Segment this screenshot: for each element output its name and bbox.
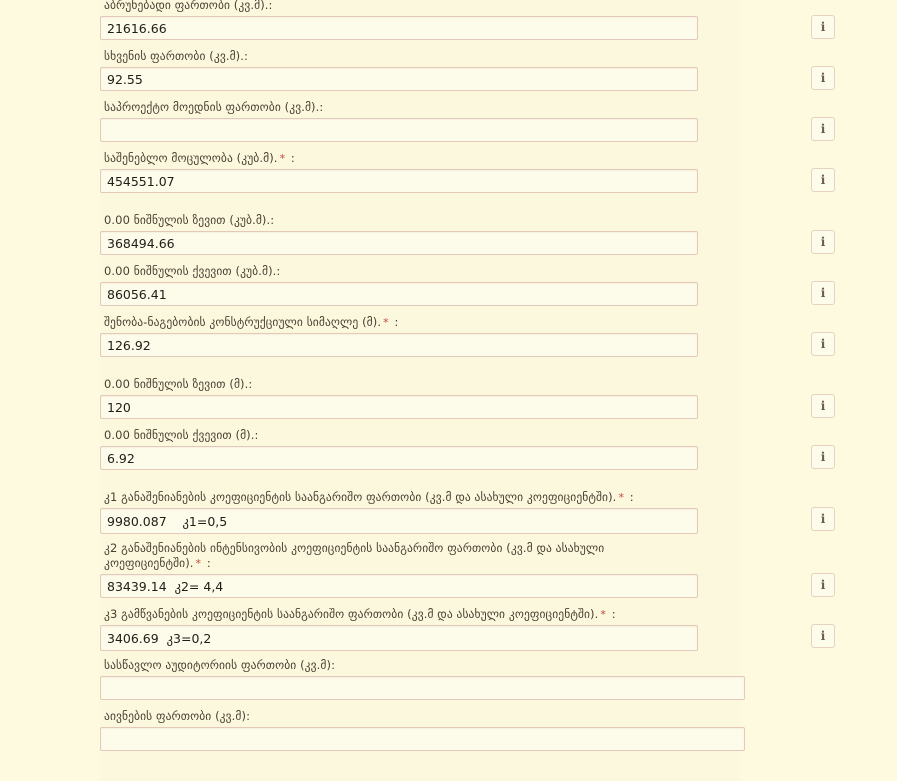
- label-text: საპროექტო მოედნის ფართობი (კვ.მ).:: [104, 100, 324, 114]
- info-button-total-area[interactable]: [811, 15, 835, 39]
- row-spacer: [100, 753, 740, 756]
- input-wrap-k1-coefficient-area: [100, 508, 826, 534]
- info-button-k3-coefficient-area[interactable]: [811, 624, 835, 648]
- field-label-auditorium-area: [100, 654, 664, 676]
- field-row-attic-area: [100, 45, 826, 96]
- input-wrap-height-below-zero: [100, 446, 826, 472]
- input-wrap-attic-area: [100, 67, 826, 93]
- input-wrap-construction-height: [100, 333, 826, 359]
- required-marker: *: [279, 152, 286, 165]
- label-text: კ1 განაშენიანების კოეფიციენტის საანგარიშო ფართობი (კვ.მ და ასახული კოეფიციენტში).: [104, 490, 617, 504]
- info-icon: i: [820, 399, 826, 413]
- required-marker: *: [618, 491, 625, 504]
- info-button-total-building-volume[interactable]: [811, 168, 835, 192]
- field-row-k2-coefficient-area: [100, 537, 826, 603]
- info-icon: i: [820, 20, 826, 34]
- input-wrap-support-surface-area: [100, 118, 826, 144]
- info-icon: i: [820, 337, 826, 351]
- row-spacer: [100, 195, 740, 209]
- input-height-above-zero[interactable]: [100, 395, 698, 419]
- label-text: აბრუნებადი ფართობი (კვ.მ).:: [104, 0, 273, 12]
- field-label-construction-height: [100, 311, 664, 333]
- input-attic-area[interactable]: [100, 67, 698, 91]
- input-height-below-zero[interactable]: [100, 446, 698, 470]
- label-text: კ3 გამწვანების კოეფიციენტის საანგარიშო ფართობი (კვ.მ და ასახული კოეფიციენტში).: [104, 607, 599, 621]
- field-label-k3-coefficient-area: [100, 603, 664, 625]
- info-icon: i: [820, 512, 826, 526]
- label-colon: :: [287, 151, 295, 165]
- row-spacer: [100, 472, 740, 486]
- field-row-height-above-zero: [100, 373, 826, 424]
- info-button-k2-coefficient-area[interactable]: [811, 573, 835, 597]
- label-colon: :: [203, 556, 211, 570]
- field-label-balcony-area: [100, 705, 664, 727]
- input-wrap-volume-above-zero: [100, 231, 826, 257]
- label-text: აივნების ფართობი (კვ.მ):: [104, 709, 251, 723]
- label-text: საშენებლო მოცულობა (კუბ.მ).: [104, 151, 278, 165]
- input-total-area[interactable]: [100, 16, 698, 40]
- input-k2-coefficient-area[interactable]: [100, 574, 698, 598]
- input-wrap-auditorium-area: [100, 676, 740, 702]
- required-marker: *: [195, 557, 202, 570]
- field-label-k1-coefficient-area: [100, 486, 664, 508]
- input-wrap-k2-coefficient-area: [100, 574, 826, 600]
- form-column: [100, 0, 826, 781]
- field-row-k3-coefficient-area: [100, 603, 826, 654]
- field-row-volume-below-zero: [100, 260, 826, 311]
- input-wrap-height-above-zero: [100, 395, 826, 421]
- info-icon: i: [820, 629, 826, 643]
- input-k3-coefficient-area[interactable]: [100, 625, 698, 651]
- info-icon: i: [820, 235, 826, 249]
- field-row-support-surface-area: [100, 96, 826, 147]
- row-spacer: [100, 359, 740, 373]
- info-icon: i: [820, 578, 826, 592]
- input-wrap-total-building-volume: [100, 169, 826, 195]
- input-auditorium-area[interactable]: [100, 676, 745, 700]
- label-text: 0.00 ნიშნულის ზევით (კუბ.მ).:: [104, 213, 275, 227]
- info-icon: i: [820, 286, 826, 300]
- label-colon: :: [626, 490, 634, 504]
- label-text: 0.00 ნიშნულის ქვევით (კუბ.მ).:: [104, 264, 281, 278]
- field-row-volume-above-zero: [100, 209, 826, 260]
- required-marker: *: [383, 316, 389, 329]
- info-button-height-below-zero[interactable]: [811, 445, 835, 469]
- info-icon: i: [820, 122, 826, 136]
- form-field-list: [100, 0, 826, 756]
- label-text: სასწავლო აუდიტორიის ფართობი (კვ.მ):: [104, 658, 336, 672]
- label-text: 0.00 ნიშნულის ქვევით (მ).:: [104, 428, 259, 442]
- field-label-volume-above-zero: [100, 209, 664, 231]
- field-row-height-below-zero: [100, 424, 826, 486]
- field-row-total-building-volume: [100, 147, 826, 209]
- field-label-support-surface-area: [100, 96, 664, 118]
- input-volume-below-zero[interactable]: [100, 282, 698, 306]
- field-row-k1-coefficient-area: [100, 486, 826, 537]
- input-k1-coefficient-area[interactable]: [100, 508, 698, 534]
- input-volume-above-zero[interactable]: [100, 231, 698, 255]
- info-button-support-surface-area[interactable]: [811, 117, 835, 141]
- label-colon: :: [608, 607, 616, 621]
- info-button-height-above-zero[interactable]: [811, 394, 835, 418]
- field-row-auditorium-area: [100, 654, 740, 705]
- info-icon: i: [820, 450, 826, 464]
- field-label-volume-below-zero: [100, 260, 664, 282]
- label-text: 0.00 ნიშნულის ზევით (მ).:: [104, 377, 253, 391]
- input-wrap-k3-coefficient-area: [100, 625, 826, 651]
- info-icon: i: [820, 71, 826, 85]
- field-label-height-below-zero: [100, 424, 664, 446]
- required-marker: *: [600, 608, 607, 621]
- info-button-volume-below-zero[interactable]: [811, 281, 835, 305]
- info-button-construction-height[interactable]: [811, 332, 835, 356]
- label-text: სხვენის ფართობი (კვ.მ).:: [104, 49, 248, 63]
- label-colon: :: [390, 315, 399, 329]
- input-total-building-volume[interactable]: [100, 169, 698, 193]
- info-icon: i: [820, 173, 826, 187]
- input-balcony-area[interactable]: [100, 727, 745, 751]
- field-label-k2-coefficient-area: [100, 537, 664, 574]
- label-text: შენობა-ნაგებობის კონსტრუქციული სიმაღლე (მ).: [104, 315, 382, 329]
- field-row-balcony-area: [100, 705, 740, 756]
- label-text: კ2 განაშენიანების ინტენსივობის კოეფიციენტის საანგარიშო ფართობი (კვ.მ და ასახული კოეფიციენტში).: [104, 541, 605, 570]
- input-wrap-volume-below-zero: [100, 282, 826, 308]
- field-label-total-building-volume: [100, 147, 664, 169]
- info-button-volume-above-zero[interactable]: [811, 230, 835, 254]
- info-button-attic-area[interactable]: [811, 66, 835, 90]
- field-label-attic-area: [100, 45, 664, 67]
- input-support-surface-area[interactable]: [100, 118, 698, 142]
- field-row-construction-height: [100, 311, 826, 373]
- info-button-k1-coefficient-area[interactable]: [811, 507, 835, 531]
- field-label-total-area: [100, 0, 664, 16]
- input-construction-height[interactable]: [100, 333, 698, 357]
- input-wrap-balcony-area: [100, 727, 740, 753]
- field-label-height-above-zero: [100, 373, 664, 395]
- field-row-total-area: [100, 0, 826, 45]
- input-wrap-total-area: [100, 16, 826, 42]
